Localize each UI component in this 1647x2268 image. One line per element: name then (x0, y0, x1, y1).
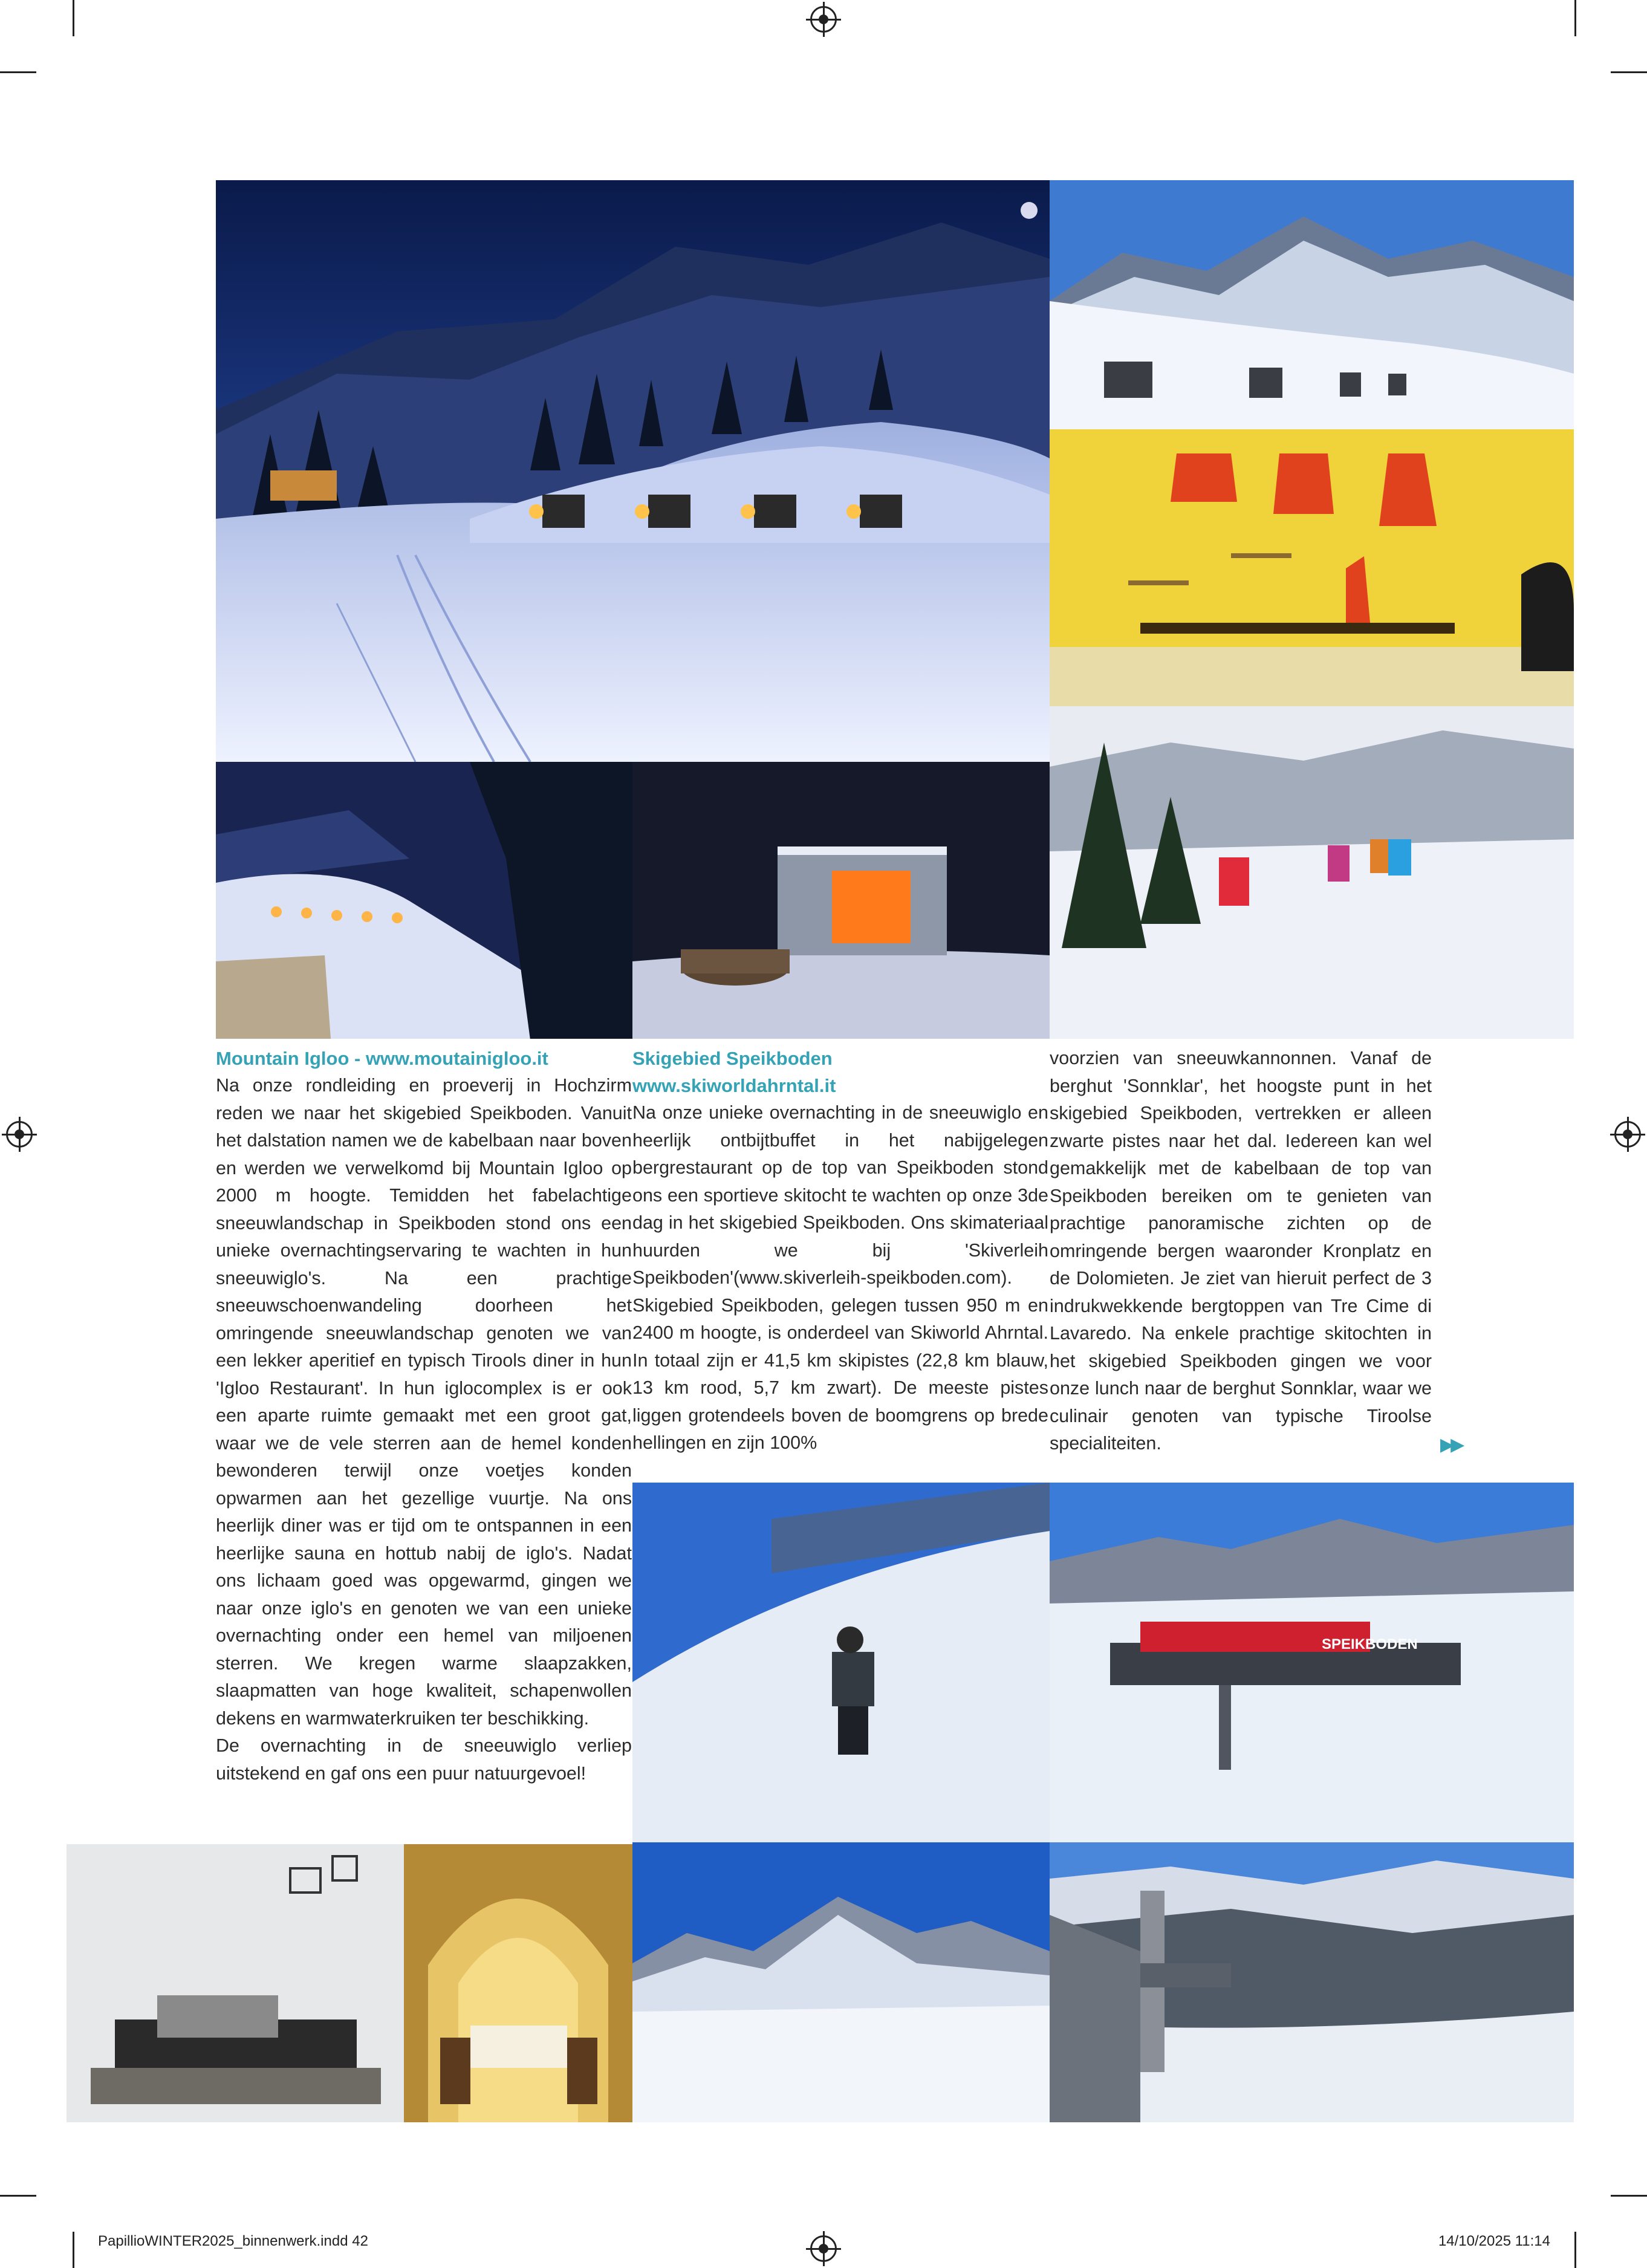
photo-chairlift-valley (1050, 1842, 1574, 2122)
photo-sauna-hottub (632, 762, 1050, 1039)
photo-snowshoe-hike (1050, 706, 1574, 1039)
footer-date: 14/10/2025 11:14 (1438, 2233, 1550, 2249)
footer-file-name: PapillioWINTER2025_binnenwerk.indd 42 (98, 2233, 368, 2249)
column-mountain-igloo (216, 1045, 632, 1787)
crop-mark (0, 71, 36, 73)
lift-sign-text: SPEIKBODEN (1322, 1636, 1418, 1652)
paragraph-mountain-igloo: Na onze rondleiding en proeverij in Hochzirm reden we naar het skigebied Speikboden. Vanuit het dalstation namen we de kabelbaan naar boven en werden we verwelkomd bij Mountain Igloo op 2000 m hoogte. Temidden het fabelachtige sneeuwlandschap in Speikboden stond ons een unieke overnachtingservaring te wachten in hun sneeuwiglo's. Na een prachtige sneeuwschoenwandeling doorheen het omringende sneeuwlandschap genoten we van een lekker aperitief en typisch Tirools diner in hun 'Igloo Restaurant'. In hun iglocomplex is er ook een aparte ruimte gemaakt met een groot gat, waar we de vele sterren aan de hemel konden bewonderen terwijl onze voetjes konden opwarmen aan het gezellige vuurtje. Na ons heerlijk diner was er tijd om te ontspannen in een heerlijke sauna en hottub nabij de iglo's. Nadat ons lichaam goed was opgewarmd, gingen we naar onze iglo's en genoten we van een unieke overnachting onder een hemel van miljoenen sterren. We kregen warme slaapzakken, slaapmatten van hoge kwaliteit, schapenwollen dekens en warmwaterkruiken ter beschikking. (216, 1075, 632, 1729)
crop-mark (73, 2232, 74, 2268)
photo-night-cabin-lanterns (216, 762, 632, 1039)
registration-mark (1614, 1121, 1641, 1148)
registration-mark (6, 1121, 33, 1148)
photo-night-igloo-village (216, 180, 1050, 762)
crop-mark (1611, 2195, 1647, 2197)
crop-mark (1611, 71, 1647, 73)
heading-skigebied-speikboden: Skigebied Speikboden (632, 1048, 833, 1069)
registration-mark (810, 2235, 837, 2262)
photo-mountain-slope (632, 1842, 1050, 2122)
photo-igloo-bedroom (67, 1844, 404, 2122)
column-sonnklar (1050, 1045, 1432, 1458)
paragraph-mountain-igloo-closing: De overnachting in de sneeuwiglo verliep uitstekend en gaf ons een puur natuurgevoel! (216, 1735, 632, 1784)
photo-skier-slope (632, 1483, 1050, 1842)
column-skigebied-speikboden (632, 1045, 1048, 1457)
photo-igloo-dining (404, 1844, 632, 2122)
photo-chairlift-station (1050, 1483, 1574, 1842)
photo-igloo-bar (1050, 429, 1574, 706)
heading-skiworld-url: www.skiworldahrntal.it (632, 1075, 836, 1096)
crop-mark (0, 2195, 36, 2197)
paragraph-skigebied-speikboden: Na onze unieke overnachting in de sneeuwiglo en heerlijk ontbijtbuffet in het nabijgelegen bergrestaurant op de top van Speikboden stond ons een sportieve skitocht te wachten op onze 3de dag in het skigebied Speikboden. Ons skimateriaal huurden we bij 'Skiverleih Speikboden'(www.skiverleih-speikboden.com). Skigebied Speikboden, gelegen tussen 950 m en 2400 m hoogte, is onderdeel van Skiworld Ahrntal. In totaal zijn er 41,5 km skipistes (22,8 km blauw, 13 km rood, 5,7 km zwart). De meeste pistes liggen grotendeels boven de boomgrens op brede hellingen en zijn 100% (632, 1102, 1048, 1453)
continue-arrows-icon: ▶▶ (1440, 1435, 1461, 1455)
heading-mountain-igloo: Mountain Igloo - www.moutainigloo.it (216, 1048, 548, 1069)
crop-mark (1574, 0, 1576, 36)
crop-mark (73, 0, 74, 36)
photo-igloo-entrances-mountains (1050, 180, 1574, 429)
crop-mark (1574, 2232, 1576, 2268)
registration-mark (810, 6, 837, 33)
paragraph-sonnklar: voorzien van sneeuwkannonnen. Vanaf de berghut 'Sonnklar', het hoogste punt in het skigebied Speikboden, vertrekken er alleen zwarte pistes naar het dal. Iedereen kan wel gemakkelijk met de kabelbaan de top van Speikboden bereiken om te genieten van prachtige panoramische zichten op de omringende bergen waaronder Kronplatz en de Dolomieten. Je ziet van hieruit perfect de 3 indrukwekkende bergtoppen van Tre Cime di Lavaredo. Na enkele prachtige skitochten in het skigebied Speikboden gingen we voor onze lunch naar de berghut Sonnklar, waar we culinair genoten van typische Tiroolse specialiteiten. (1050, 1048, 1432, 1454)
